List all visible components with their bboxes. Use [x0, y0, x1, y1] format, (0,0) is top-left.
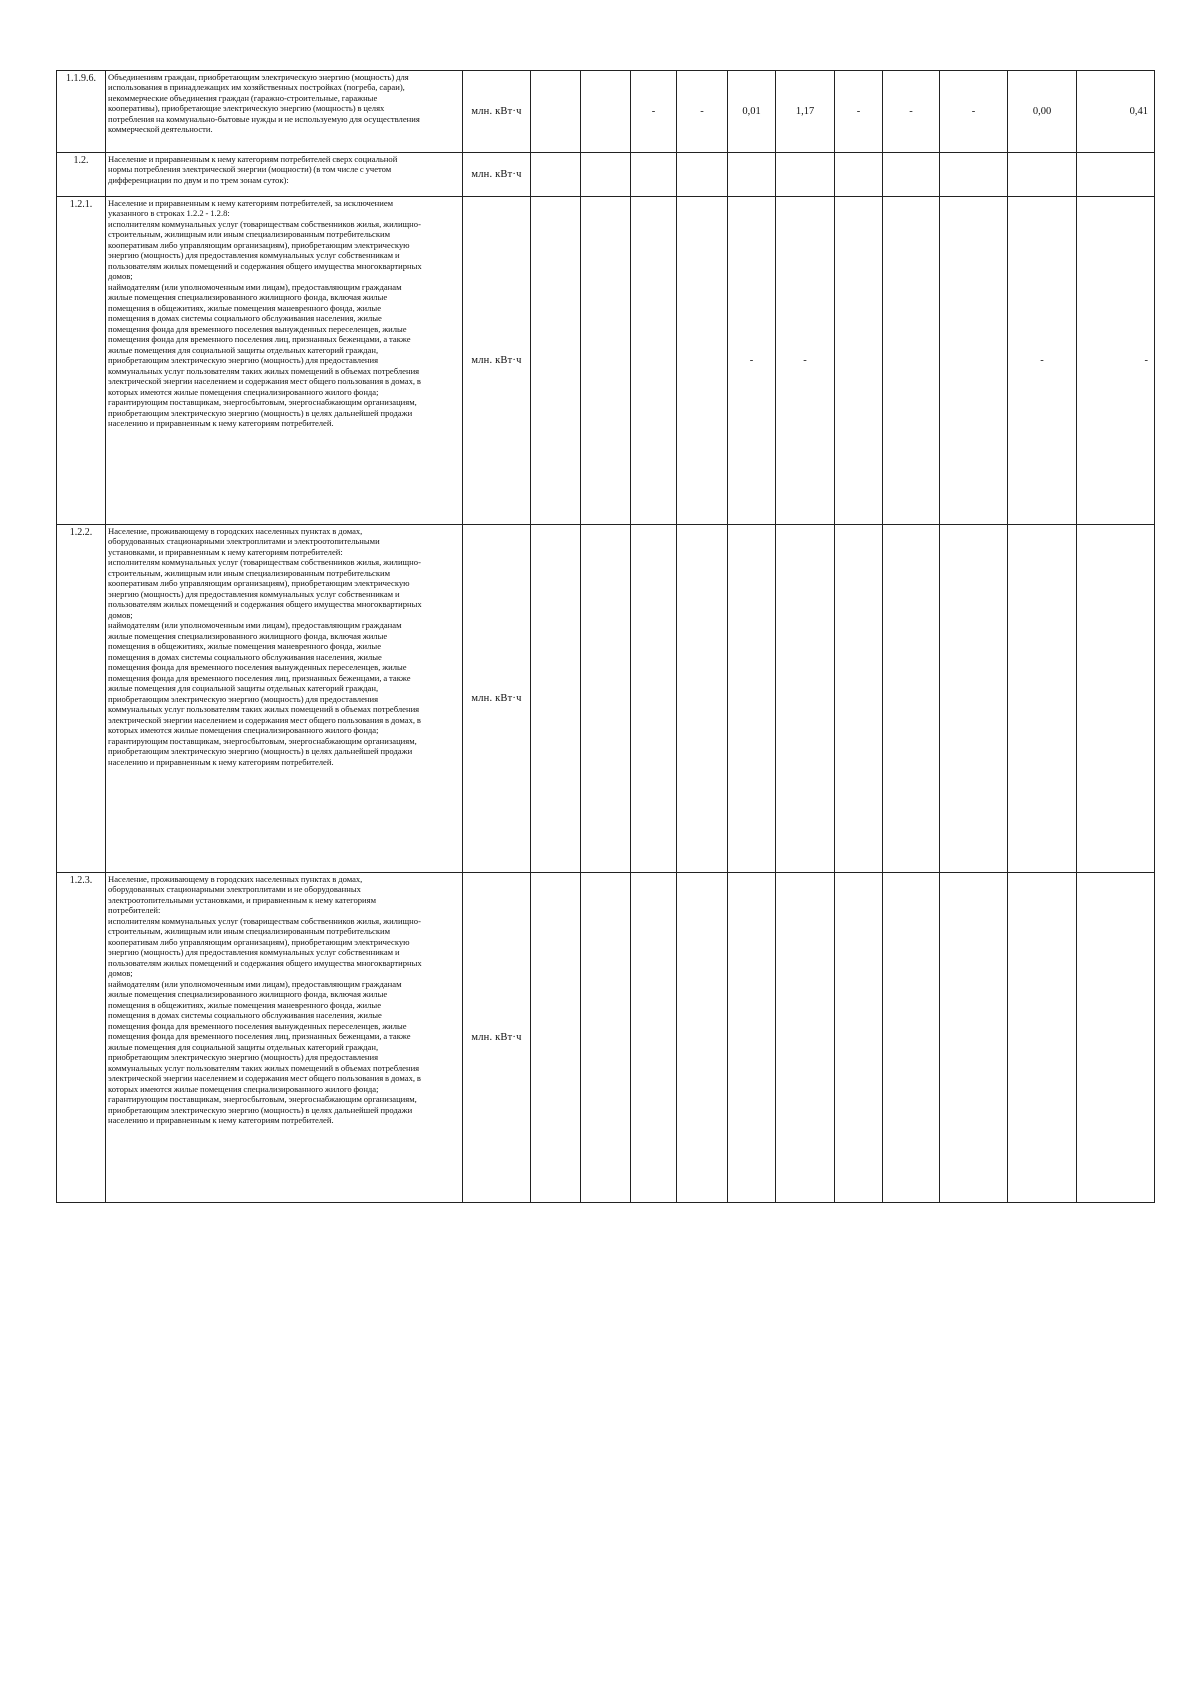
- value-cell: [883, 525, 940, 873]
- description-line: Население, проживающему в городских населенных пунктах в домах,: [108, 874, 363, 884]
- description-line: потребителей:: [108, 905, 161, 916]
- value-cell: -: [631, 71, 677, 153]
- value-cell: -: [1077, 197, 1155, 525]
- unit-cell: млн. кВт·ч: [463, 873, 531, 1203]
- value-cell: [835, 525, 883, 873]
- description-line: помещения в домах системы социального обслуживания населения, жилые: [108, 313, 382, 324]
- value-cell: 0,41: [1077, 71, 1155, 153]
- value-cell: [581, 197, 631, 525]
- description-line: строительным, жилищным или иным специализированным потребительским: [108, 926, 391, 937]
- value-cell: [940, 873, 1008, 1203]
- description-line: Население, проживающему в городских населенных пунктах в домах,: [108, 526, 363, 536]
- table-row: [57, 197, 1155, 525]
- value-cell: [531, 71, 581, 153]
- value-cell: [1008, 153, 1077, 197]
- value-cell: [940, 525, 1008, 873]
- table-row: [57, 153, 1155, 197]
- description-line: Население и приравненным к нему категориям потребителей, за исключением: [108, 198, 394, 208]
- value-cell: [631, 525, 677, 873]
- description-line: наймодателям (или уполномоченным ими лицам), предоставляющим гражданам: [108, 281, 402, 292]
- description-line: наймодателям (или уполномоченным ими лицам), предоставляющим гражданам: [108, 620, 402, 631]
- description-line: указанного в строках 1.2.2 - 1.2.8:: [108, 208, 230, 219]
- value-cell: 1,17: [776, 71, 835, 153]
- value-cell: [581, 71, 631, 153]
- table-row: [57, 873, 1155, 1203]
- description-line: Население и приравненным к нему категориям потребителей сверх социальной: [108, 154, 398, 164]
- value-cell: [1077, 153, 1155, 197]
- description-line: помещения фонда для временного поселения лиц, признанных беженцами, а также: [108, 672, 411, 683]
- value-cell: [940, 197, 1008, 525]
- value-cell: [677, 153, 728, 197]
- description-line: нормы потребления электрической энергии (мощности) (в том числе с учетом: [108, 164, 392, 175]
- description-line: исполнителям коммунальных услуг (товариществам собственников жилья, жилищно-: [108, 557, 421, 568]
- description-line: электрической энергии населением и содержания мест общего пользования в домах, в: [108, 1073, 421, 1084]
- row-number: 1.1.9.6.: [57, 71, 106, 153]
- description-line: гарантирующим поставщикам, энергосбытовым, энергоснабжающим организациям,: [108, 1094, 417, 1105]
- value-cell: [883, 873, 940, 1203]
- unit-cell: млн. кВт·ч: [463, 71, 531, 153]
- value-cell: [883, 153, 940, 197]
- value-cell: [677, 873, 728, 1203]
- description-line: исполнителям коммунальных услуг (товариществам собственников жилья, жилищно-: [108, 218, 421, 229]
- description-line: помещения фонда для временного поселения вынужденных переселенцев, жилые: [108, 323, 407, 334]
- description-line: Объединениям граждан, приобретающим электрическую энергию (мощность) для: [108, 72, 409, 82]
- value-cell: [1008, 525, 1077, 873]
- description-line: электрической энергии населением и содержания мест общего пользования в домах, в: [108, 376, 421, 387]
- row-description: [106, 525, 463, 873]
- value-cell: -: [677, 71, 728, 153]
- description-line: помещения в домах системы социального обслуживания населения, жилые: [108, 651, 382, 662]
- value-cell: [728, 525, 776, 873]
- description-line: коммунальных услуг пользователям таких жилых помещений в объемах потребления: [108, 1062, 420, 1073]
- description-line: энергию (мощность) для предоставления коммунальных услуг собственникам и: [108, 588, 400, 599]
- value-cell: -: [835, 71, 883, 153]
- value-cell: [677, 525, 728, 873]
- description-line: приобретающим электрическую энергию (мощность) в целях дальнейшей продажи: [108, 746, 413, 757]
- description-line: жилые помещения специализированного жилищного фонда, включая жилые: [108, 989, 388, 1000]
- value-cell: 0,01: [728, 71, 776, 153]
- value-cell: [531, 525, 581, 873]
- value-cell: -: [1008, 197, 1077, 525]
- description-line: исполнителям коммунальных услуг (товариществам собственников жилья, жилищно-: [108, 915, 421, 926]
- value-cell: [728, 153, 776, 197]
- value-cell: [776, 153, 835, 197]
- description-line: оборудованных стационарными электроплитами и электроотопительными: [108, 536, 380, 547]
- row-number: 1.2.: [57, 153, 106, 197]
- unit-cell: млн. кВт·ч: [463, 525, 531, 873]
- description-line: жилые помещения специализированного жилищного фонда, включая жилые: [108, 292, 388, 303]
- value-cell: [581, 153, 631, 197]
- description-line: энергию (мощность) для предоставления коммунальных услуг собственникам и: [108, 250, 400, 261]
- table-row: [57, 71, 1155, 153]
- tariff-table: [56, 70, 1155, 1203]
- unit-cell: млн. кВт·ч: [463, 153, 531, 197]
- description-line: строительным, жилищным или иным специализированным потребительским: [108, 567, 391, 578]
- value-cell: [531, 197, 581, 525]
- description-line: помещения в домах системы социального обслуживания населения, жилые: [108, 1010, 382, 1021]
- description-line: пользователям жилых помещений и содержания общего имущества многоквартирных: [108, 599, 422, 610]
- value-cell: -: [883, 71, 940, 153]
- description-line: некоммерческие объединения граждан (гаражно-строительные, гаражные: [108, 92, 378, 103]
- description-line: дифференциации по двум и по трем зонам суток):: [108, 174, 289, 185]
- value-cell: [631, 197, 677, 525]
- description-line: коммунальных услуг пользователям таких жилых помещений в объемах потребления: [108, 704, 420, 715]
- value-cell: [835, 873, 883, 1203]
- description-line: кооперативам либо управляющим организациям), приобретающим электрическую: [108, 578, 410, 589]
- value-cell: [677, 197, 728, 525]
- value-cell: [531, 153, 581, 197]
- description-line: домов;: [108, 968, 133, 979]
- description-line: помещения в общежитиях, жилые помещения маневренного фонда, жилые: [108, 641, 382, 652]
- table-row: [57, 525, 1155, 873]
- description-line: приобретающим электрическую энергию (мощность) для предоставления: [108, 693, 379, 704]
- value-cell: [1077, 873, 1155, 1203]
- description-line: гарантирующим поставщикам, энергосбытовым, энергоснабжающим организациям,: [108, 735, 417, 746]
- value-cell: [631, 153, 677, 197]
- description-line: установками, и приравненным к нему категориям потребителей:: [108, 546, 343, 557]
- description-line: электроотопительными установками, и приравненным к нему категориям: [108, 894, 377, 905]
- description-line: помещения фонда для временного поселения лиц, признанных беженцами, а также: [108, 1031, 411, 1042]
- value-cell: [531, 873, 581, 1203]
- value-cell: [776, 873, 835, 1203]
- description-line: жилые помещения специализированного жилищного фонда, включая жилые: [108, 630, 388, 641]
- description-line: кооперативам либо управляющим организациям), приобретающим электрическую: [108, 936, 410, 947]
- description-line: которых имеются жилые помещения специализированного жилого фонда;: [108, 1083, 379, 1094]
- description-line: энергию (мощность) для предоставления коммунальных услуг собственникам и: [108, 947, 400, 958]
- description-line: гарантирующим поставщикам, энергосбытовым, энергоснабжающим организациям,: [108, 397, 417, 408]
- description-line: приобретающим электрическую энергию (мощность) в целях дальнейшей продажи: [108, 1104, 413, 1115]
- description-line: жилые помещения для социальной защиты отдельных категорий граждан,: [108, 683, 379, 694]
- row-description: [106, 71, 463, 153]
- row-number: 1.2.3.: [57, 873, 106, 1203]
- description-line: коммерческой деятельности.: [108, 124, 213, 135]
- value-cell: -: [776, 197, 835, 525]
- description-line: помещения фонда для временного поселения вынужденных переселенцев, жилые: [108, 662, 407, 673]
- value-cell: [631, 873, 677, 1203]
- row-description: [106, 197, 463, 525]
- description-line: которых имеются жилые помещения специализированного жилого фонда;: [108, 386, 379, 397]
- description-line: кооперативы), приобретающие электрическую энергию (мощность) в целях: [108, 103, 385, 114]
- value-cell: [835, 153, 883, 197]
- description-line: помещения фонда для временного поселения вынужденных переселенцев, жилые: [108, 1020, 407, 1031]
- value-cell: [835, 197, 883, 525]
- value-cell: -: [728, 197, 776, 525]
- description-line: жилые помещения для социальной защиты отдельных категорий граждан,: [108, 344, 379, 355]
- value-cell: [581, 525, 631, 873]
- value-cell: [883, 197, 940, 525]
- description-line: домов;: [108, 271, 133, 282]
- value-cell: [728, 873, 776, 1203]
- description-line: жилые помещения для социальной защиты отдельных категорий граждан,: [108, 1041, 379, 1052]
- description-line: использования в принадлежащих им хозяйственных постройках (погреба, сараи),: [108, 82, 405, 93]
- value-cell: 0,00: [1008, 71, 1077, 153]
- description-line: пользователям жилых помещений и содержания общего имущества многоквартирных: [108, 957, 422, 968]
- value-cell: [940, 153, 1008, 197]
- row-description: [106, 153, 463, 197]
- description-line: электрической энергии населением и содержания мест общего пользования в домах, в: [108, 714, 421, 725]
- row-number: 1.2.1.: [57, 197, 106, 525]
- value-cell: [776, 525, 835, 873]
- description-line: приобретающим электрическую энергию (мощность) в целях дальнейшей продажи: [108, 407, 413, 418]
- description-line: помещения в общежитиях, жилые помещения маневренного фонда, жилые: [108, 302, 382, 313]
- value-cell: [1077, 525, 1155, 873]
- description-line: домов;: [108, 609, 133, 620]
- description-line: помещения в общежитиях, жилые помещения маневренного фонда, жилые: [108, 999, 382, 1010]
- description-line: оборудованных стационарными электроплитами и не оборудованных: [108, 884, 361, 895]
- description-line: населению и приравненным к нему категориям потребителей.: [108, 756, 334, 767]
- description-line: потребления на коммунально-бытовые нужды и не используемую для осуществления: [108, 113, 420, 124]
- value-cell: [581, 873, 631, 1203]
- value-cell: [1008, 873, 1077, 1203]
- row-description: [106, 873, 463, 1203]
- description-line: которых имеются жилые помещения специализированного жилого фонда;: [108, 725, 379, 736]
- description-line: пользователям жилых помещений и содержания общего имущества многоквартирных: [108, 260, 422, 271]
- description-line: населению и приравненным к нему категориям потребителей.: [108, 1115, 334, 1126]
- row-number: 1.2.2.: [57, 525, 106, 873]
- value-cell: -: [940, 71, 1008, 153]
- unit-cell: млн. кВт·ч: [463, 197, 531, 525]
- description-line: наймодателям (или уполномоченным ими лицам), предоставляющим гражданам: [108, 978, 402, 989]
- description-line: строительным, жилищным или иным специализированным потребительским: [108, 229, 391, 240]
- description-line: кооперативам либо управляющим организациям), приобретающим электрическую: [108, 239, 410, 250]
- description-line: помещения фонда для временного поселения лиц, признанных беженцами, а также: [108, 334, 411, 345]
- description-line: приобретающим электрическую энергию (мощность) для предоставления: [108, 1052, 379, 1063]
- description-line: приобретающим электрическую энергию (мощность) для предоставления: [108, 355, 379, 366]
- description-line: коммунальных услуг пользователям таких жилых помещений в объемах потребления: [108, 365, 420, 376]
- description-line: населению и приравненным к нему категориям потребителей.: [108, 418, 334, 429]
